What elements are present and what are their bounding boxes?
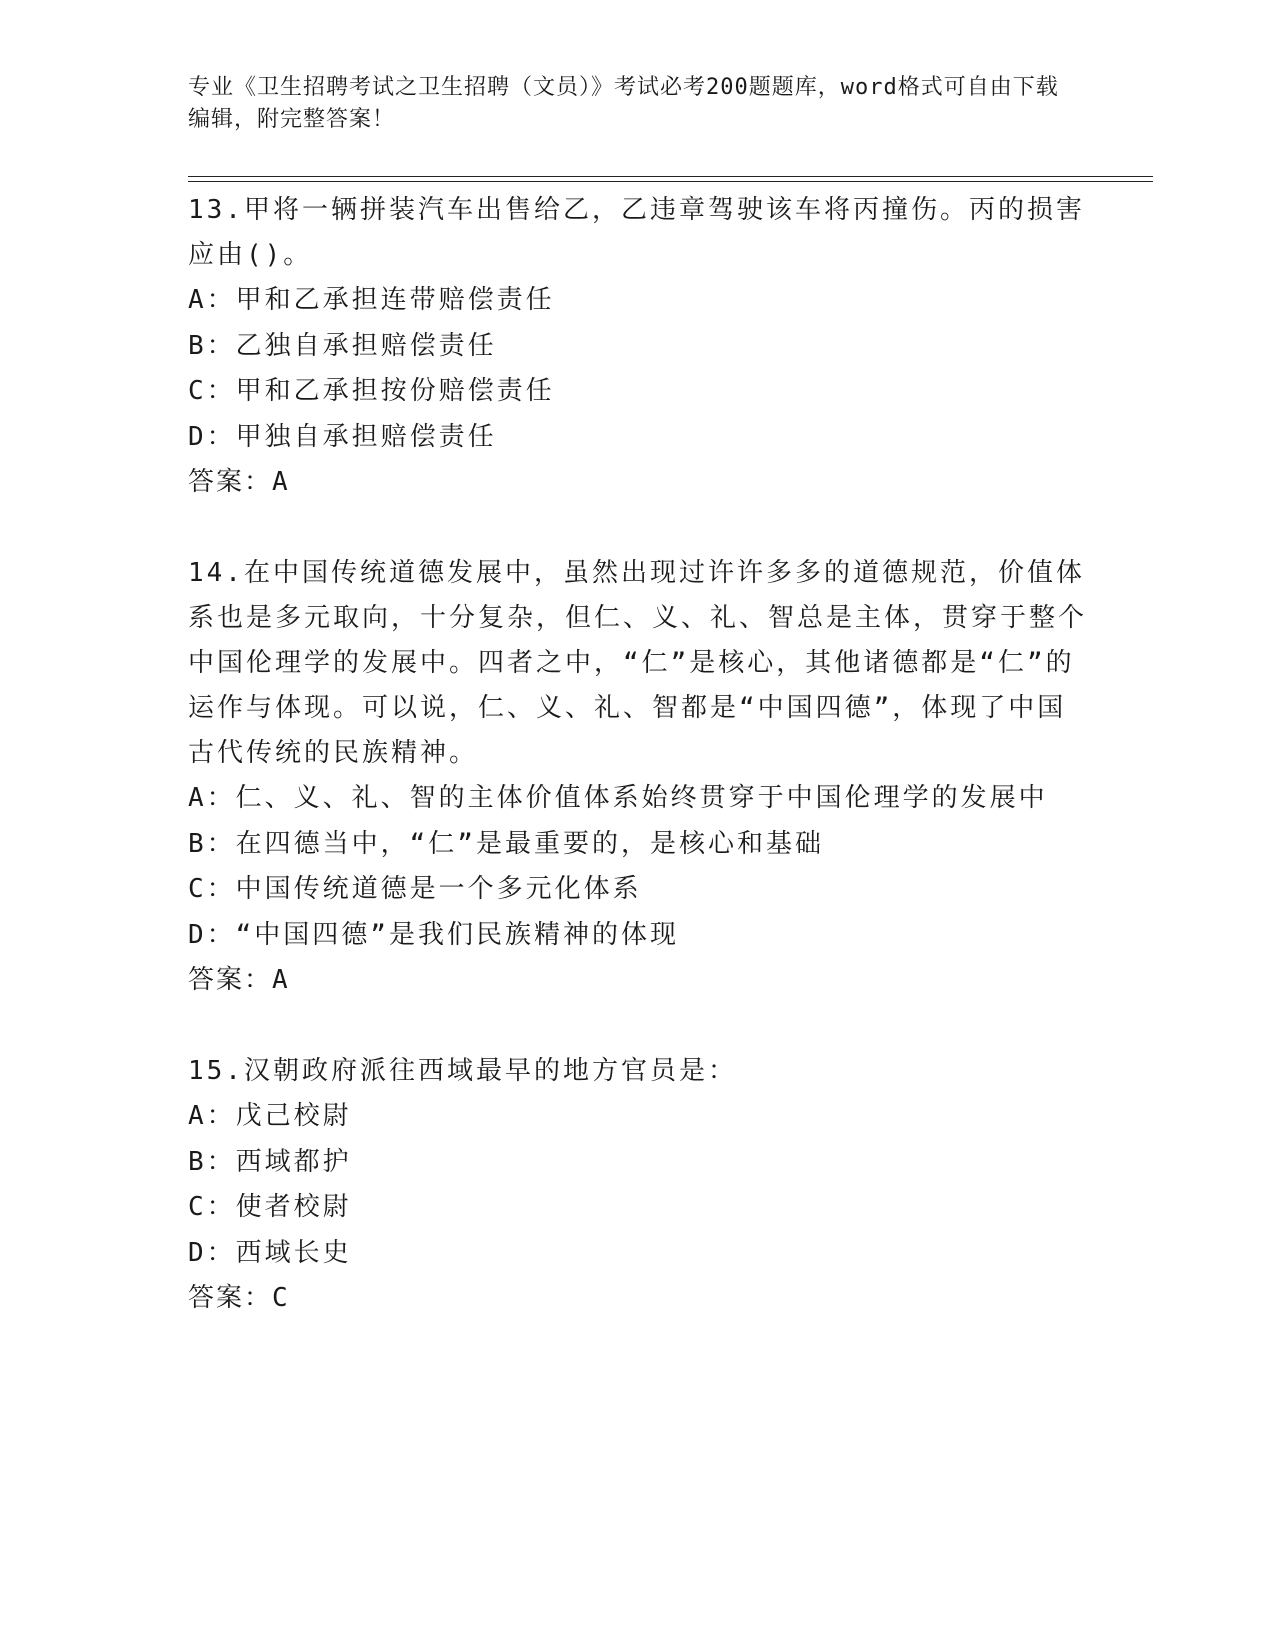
header-divider-bottom bbox=[188, 181, 1153, 182]
option-a: A：甲和乙承担连带赔偿责任 bbox=[188, 285, 555, 315]
question-stem: 14.在中国传统道德发展中，虽然出现过许许多多的道德规范，价值体系也是多元取向，十分复杂，但仁、义、礼、智总是主体，贯穿于整个中国伦理学的发展中。四者之中，“仁”是核心，其他诸德都是“仁”的运作与体现。可以说，仁、义、礼、智都是“中国四德”，体现了中国古代传统的民族精神。 bbox=[188, 558, 1088, 768]
answer-line: 答案：A bbox=[188, 467, 290, 497]
option-b: B：乙独自承担赔偿责任 bbox=[188, 330, 497, 361]
option-d: D：“中国四德”是我们民族精神的体现 bbox=[188, 919, 679, 950]
option-b: B：在四德当中，“仁”是最重要的，是核心和基础 bbox=[188, 828, 824, 859]
document-header: 专业《卫生招聘考试之卫生招聘（文员）》考试必考200题题库，word格式可自由下载编辑，附完整答案！ bbox=[188, 75, 1059, 132]
option-c: C：使者校尉 bbox=[188, 1192, 352, 1222]
header-divider-top bbox=[188, 176, 1153, 177]
question-15 bbox=[188, 1049, 1088, 1321]
answer-line: 答案：A bbox=[188, 965, 290, 995]
question-stem: 13.甲将一辆拼装汽车出售给乙，乙违章驾驶该车将丙撞伤。丙的损害应由()。 bbox=[188, 195, 1085, 270]
question-13 bbox=[188, 188, 1088, 505]
option-a: A：仁、义、礼、智的主体价值体系始终贯穿于中国伦理学的发展中 bbox=[188, 783, 1048, 813]
answer-line: 答案：C bbox=[188, 1283, 290, 1313]
option-c: C：中国传统道德是一个多元化体系 bbox=[188, 874, 642, 904]
question-14 bbox=[188, 551, 1088, 1003]
option-a: A：戊己校尉 bbox=[188, 1101, 352, 1131]
option-d: D：西域长史 bbox=[188, 1237, 352, 1268]
option-d: D：甲独自承担赔偿责任 bbox=[188, 421, 497, 452]
question-list bbox=[188, 188, 1088, 1367]
option-c: C：甲和乙承担按份赔偿责任 bbox=[188, 376, 555, 406]
question-stem: 15.汉朝政府派往西域最早的地方官员是： bbox=[188, 1056, 737, 1086]
option-b: B：西域都护 bbox=[188, 1146, 352, 1177]
